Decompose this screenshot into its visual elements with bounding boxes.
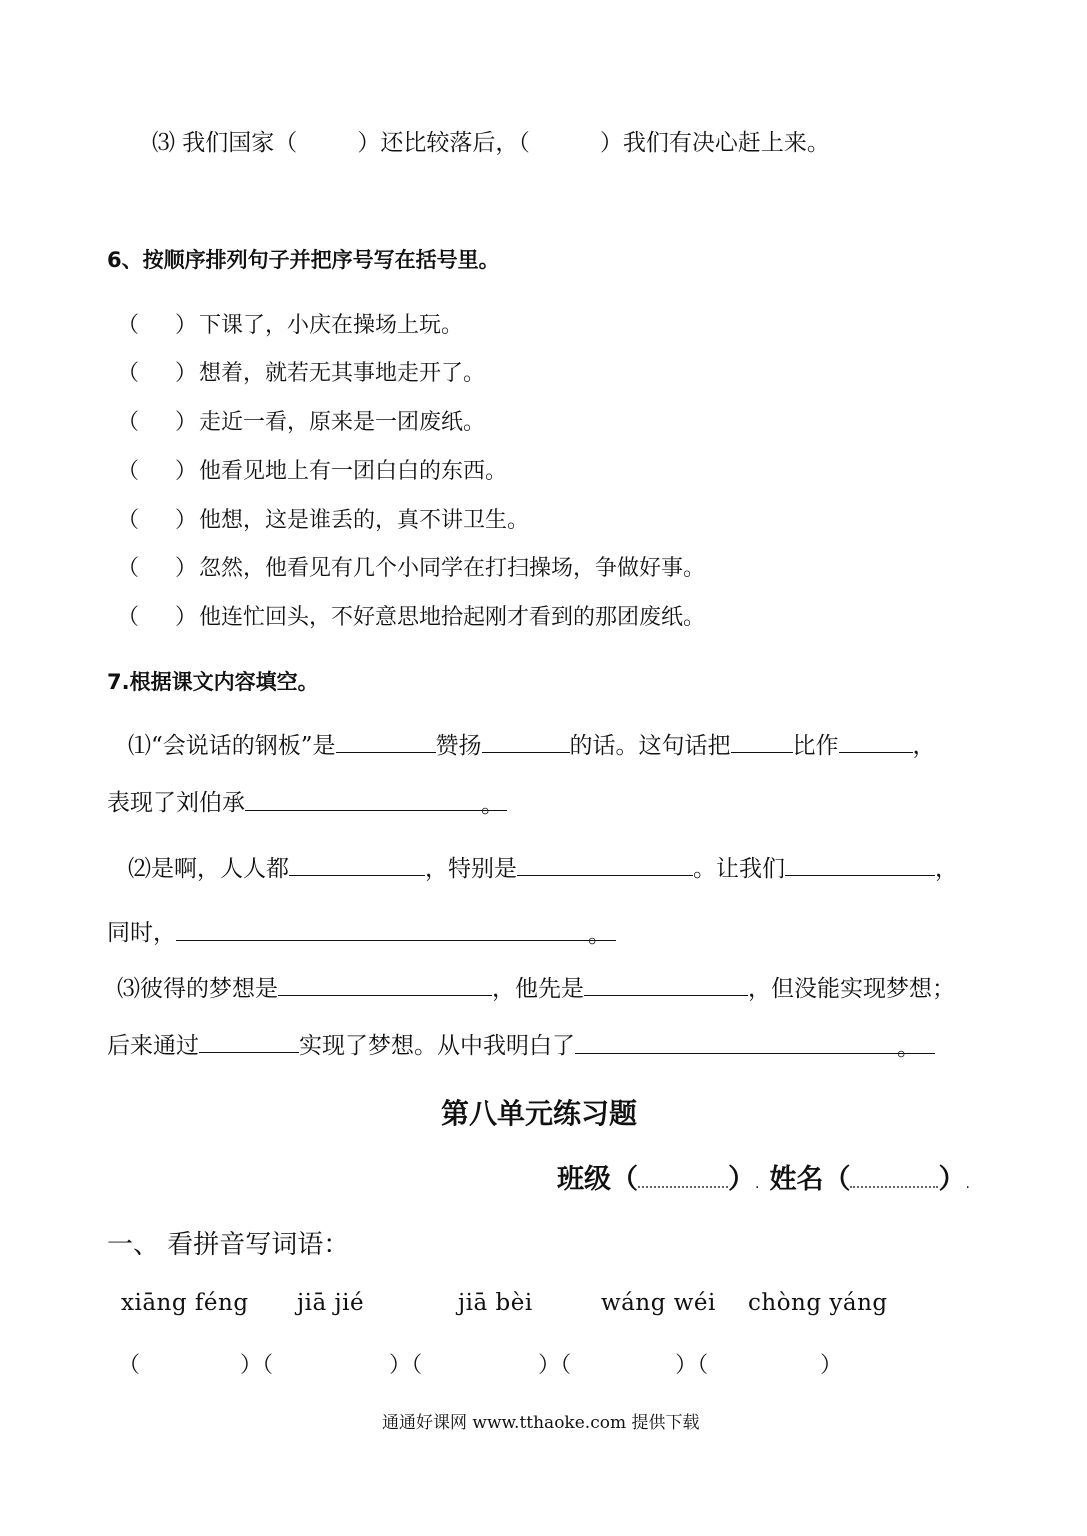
answer-box-4[interactable]: （ ） (560, 1353, 698, 1378)
q6-item: （ ）他看见地上有一团白白的东西。 (117, 459, 508, 484)
name-label: 姓名（ (769, 1164, 851, 1195)
pinyin-2: jiā jié (297, 1290, 365, 1316)
pinyin-1: xiāng féng (121, 1290, 249, 1316)
q6-item: （ ）想着，就若无其事地走开了。 (117, 361, 486, 386)
q6-heading: 6、按顺序排列句子并把序号写在括号里。 (107, 248, 500, 272)
q7-sentence-1-cont: 表现了刘伯承 。 (107, 788, 507, 818)
fill-blank[interactable]: 。 (245, 788, 507, 811)
q6-item: （ ）他连忙回头，不好意思地拾起刚才看到的那团废纸。 (117, 605, 706, 630)
answer-box-5[interactable]: （ ） (697, 1353, 843, 1378)
fill-blank[interactable] (289, 853, 425, 876)
q7-sentence-3: ⑶彼得的梦想是 ，他先是 ，但没能实现梦想； (117, 973, 955, 1004)
answer-box-2[interactable]: （ ） (262, 1353, 412, 1378)
pinyin-5: chòng yáng (748, 1290, 888, 1316)
fill-blank[interactable]: 。 (176, 918, 616, 941)
q6-item: （ ）下课了，小庆在操场上玩。 (117, 313, 464, 338)
q6-item: （ ）忽然，他看见有几个小同学在打扫操场，争做好事。 (117, 556, 706, 581)
pinyin-3: jiā bèi (458, 1290, 533, 1316)
fill-blank[interactable] (199, 1030, 299, 1053)
q7-sentence-2-cont: 同时， 。 (107, 918, 616, 948)
q7-heading: 7.根据课文内容填空。 (107, 670, 319, 694)
fill-blank[interactable] (731, 730, 793, 753)
answer-box-1[interactable]: （ ） (118, 1353, 263, 1378)
answer-boxes-row (118, 1348, 842, 1379)
section-1-heading: 一、 看拼音写词语： (107, 1230, 350, 1260)
class-name-row: 班级（ ）. 姓名（ ）. (557, 1164, 970, 1195)
fill-blank[interactable] (785, 853, 935, 876)
q7-sentence-3-cont: 后来通过 实现了梦想。从中我明白了 。 (107, 1030, 935, 1061)
q7-sentence-2: ⑵是啊，人人都 ，特别是 。让我们 ， (128, 853, 958, 884)
class-label: 班级（ (557, 1164, 638, 1195)
pinyin-4: wáng wéi (601, 1290, 716, 1316)
name-field[interactable] (850, 1166, 938, 1188)
q6-item: （ ）他想，这是谁丢的，真不讲卫生。 (117, 508, 530, 533)
fill-blank[interactable] (482, 730, 570, 753)
fill-blank[interactable] (839, 730, 913, 753)
fill-blank[interactable] (278, 973, 492, 996)
q7-sentence-1: ⑴“会说话的钢板”是 赞扬 的话。这句话把 比作 ， (128, 730, 936, 761)
class-field[interactable] (638, 1166, 728, 1188)
fill-blank[interactable] (517, 853, 693, 876)
q6-item: （ ）走近一看，原来是一团废纸。 (117, 410, 486, 435)
fill-blank[interactable] (584, 973, 748, 996)
fill-blank[interactable]: 。 (575, 1031, 935, 1054)
fill-blank[interactable] (336, 730, 436, 753)
footer-text: 通通好课网 www.tthaoke.com 提供下载 (382, 1413, 700, 1433)
answer-box-3[interactable]: （ ） (411, 1353, 561, 1378)
unit8-title: 第八单元练习题 (441, 1097, 638, 1130)
q5-item-3: ⑶ 我们国家（ ）还比较落后，（ ）我们有决心赶上来。 (152, 130, 830, 156)
